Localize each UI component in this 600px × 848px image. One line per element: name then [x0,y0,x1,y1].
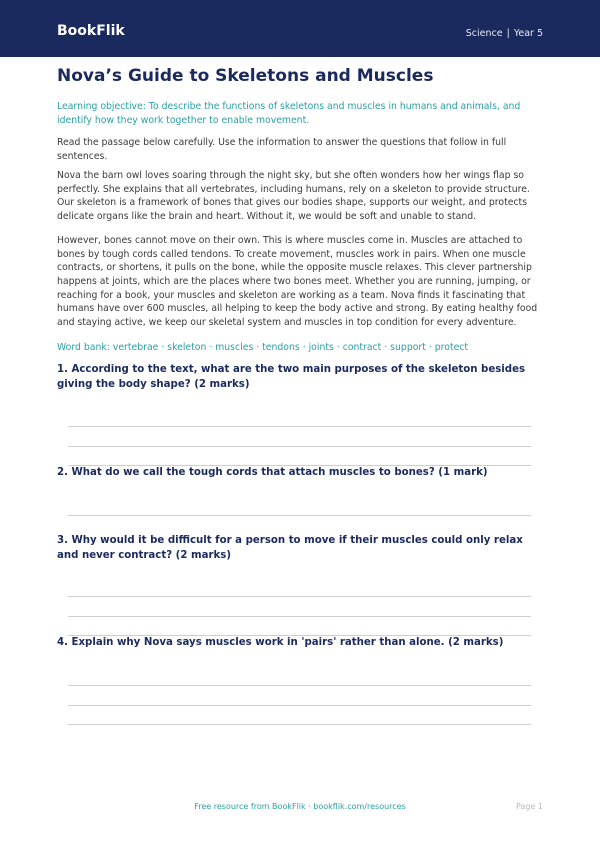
answer-line[interactable] [68,446,531,447]
question-4: 4. Explain why Nova says muscles work in 'pairs' rather than alone. (2 marks) [57,637,504,648]
word-bank: Word bank: vertebrae · skeleton · muscles · tendons · joints · contract · support · protect [57,341,469,353]
question-1: 1. According to the text, what are the two main purposes of the skeleton besides giving the body shape? (2 marks) [57,364,526,390]
page-footer [0,801,600,815]
worksheet-body [57,64,543,354]
meta-separator: | [506,28,510,39]
page-number: Page 1 [516,802,543,811]
subject-year-label [466,27,543,40]
learning-objective: Learning objective: To describe the functions of skeletons and muscles in humans and animals, and identify how they work together to enable movement. [57,101,521,126]
answer-line[interactable] [68,426,531,427]
answer-line[interactable] [68,596,531,597]
footer-credit: Free resource from BookFlik · bookflik.com/resources [194,802,406,811]
question-2: 2. What do we call the tough cords that attach muscles to bones? (1 mark) [57,467,488,478]
year-label: Year 5 [513,28,543,39]
passage-paragraph-1: Nova the barn owl loves soaring through the night sky, but she often wonders how her wings flap so perfectly. She explains that all vertebrates, including humans, rely on a skeleton to provide structure. Our skeleton is a framework of bones that gives our bodies shape, supports our weight, and protects delicate organs like the brain and heart. Without it, we would be soft and unable to stand. [57,170,530,223]
reading-instructions: Read the passage below carefully. Use the information to answer the questions that follow in full sentences. [57,137,507,162]
page-header [0,0,600,57]
answer-line[interactable] [68,515,531,516]
answer-line[interactable] [68,616,531,617]
subject-label: Science [465,28,503,39]
page-title: Nova’s Guide to Skeletons and Muscles [57,66,434,86]
brand-logo: BookFlik [57,23,125,39]
answer-line[interactable] [68,705,531,706]
question-3: 3. Why would it be difficult for a person to move if their muscles could only relax and never contract? (2 marks) [57,535,523,561]
passage-paragraph-2: However, bones cannot move on their own. This is where muscles come in. Muscles are attached to bones by tough cords called tendons. To create movement, muscles work in pairs. When one muscle contracts, or shortens, it pulls on the bone, while the opposite muscle relaxes. This clever partnership happens at joints, which are the places where two bones meet. Whether you are running, jumping, or reaching for a book, your muscles and skeleton are working as a team. Nova finds it fascinating that humans have over 600 muscles, all helping to keep the body active and strong. By eating healthy food and staying active, we keep our skeletal system and muscles in top condition for every adventure. [57,234,538,329]
answer-line[interactable] [68,685,531,686]
answer-line[interactable] [68,724,531,725]
